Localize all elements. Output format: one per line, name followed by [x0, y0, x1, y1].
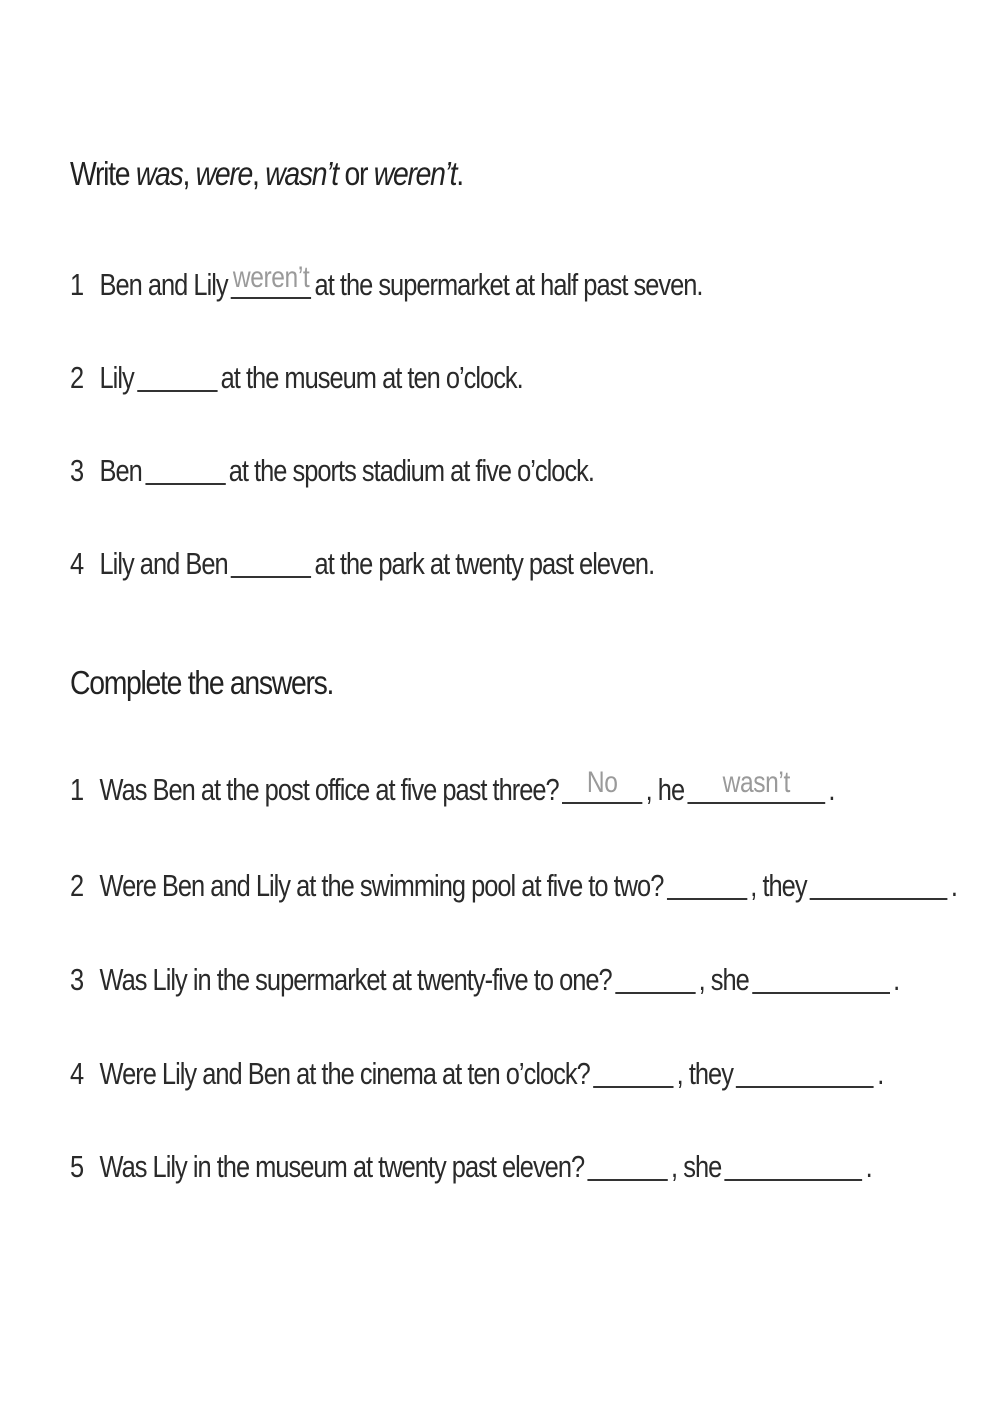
exercise1-item-2	[70, 356, 523, 396]
pronoun-text: , they	[676, 1056, 733, 1091]
answer-blank[interactable]	[231, 546, 311, 578]
pronoun-text: , she	[698, 962, 749, 997]
answer-blank[interactable]	[137, 360, 217, 392]
item-text-after: at the museum at ten o’clock.	[220, 360, 523, 395]
question-text: Was Lily in the museum at twenty past eleven?	[99, 1149, 585, 1184]
answer-text: weren’t	[232, 261, 310, 294]
answer-blank-yes-no[interactable]	[615, 962, 695, 994]
item-number: 2	[70, 868, 84, 903]
sentence-end: .	[828, 772, 835, 807]
item-number: 1	[70, 772, 84, 807]
heading-sep: ,	[182, 155, 196, 192]
question-text: Was Ben at the post office at five past three?	[99, 772, 559, 807]
item-number: 1	[70, 267, 84, 302]
heading-were: were	[195, 155, 252, 192]
sentence-end: .	[893, 962, 900, 997]
item-number: 4	[70, 1056, 84, 1091]
item-text-before: Lily	[99, 360, 134, 395]
heading-wasnt: wasn’t	[265, 155, 338, 192]
answer-blank-verb[interactable]	[687, 766, 825, 804]
question-text: Was Lily in the supermarket at twenty-five to one?	[99, 962, 612, 997]
pronoun-text: , she	[671, 1149, 722, 1184]
sentence-end: .	[877, 1056, 884, 1091]
item-text-after: at the sports stadium at five o’clock.	[228, 453, 594, 488]
item-text-before: Ben and Lily	[99, 267, 228, 302]
pronoun-text: , they	[750, 868, 807, 903]
question-text: Were Ben and Lily at the swimming pool at five to two?	[99, 868, 664, 903]
exercise1-item-4	[70, 542, 654, 582]
answer-text: No	[586, 766, 618, 799]
answer-blank-verb[interactable]	[752, 962, 890, 994]
pronoun-text: , he	[645, 772, 685, 807]
heading-or: or	[337, 155, 374, 192]
answer-blank[interactable]	[145, 453, 225, 485]
item-text-before: Lily and Ben	[99, 546, 228, 581]
item-text-after: at the park at twenty past eleven.	[314, 546, 655, 581]
item-number: 2	[70, 360, 84, 395]
exercise2-item-3	[70, 958, 899, 998]
answer-blank-yes-no[interactable]	[593, 1056, 673, 1088]
section1-heading	[70, 155, 463, 193]
exercise2-item-2	[70, 864, 957, 904]
answer-text: wasn’t	[722, 766, 790, 799]
heading-was: was	[135, 155, 183, 192]
item-number: 5	[70, 1149, 84, 1184]
answer-blank-yes-no[interactable]	[667, 868, 747, 900]
answer-blank-verb[interactable]	[725, 1149, 863, 1181]
section2-heading: Complete the answers.	[70, 664, 334, 701]
answer-blank-verb[interactable]	[810, 868, 948, 900]
heading-werent: weren’t	[373, 155, 457, 192]
sentence-end: .	[950, 868, 957, 903]
item-number: 3	[70, 962, 84, 997]
answer-blank-verb[interactable]	[736, 1056, 874, 1088]
exercise2-item-4	[70, 1052, 883, 1092]
sentence-end: .	[865, 1149, 872, 1184]
heading-text: Write	[70, 155, 136, 192]
exercise2-item-1	[70, 768, 835, 808]
exercise2-item-5	[70, 1145, 872, 1185]
answer-blank-yes-no[interactable]	[562, 766, 642, 804]
question-text: Were Lily and Ben at the cinema at ten o’clock?	[99, 1056, 590, 1091]
heading-sep: ,	[251, 155, 266, 192]
heading-end: .	[456, 155, 463, 192]
item-text-after: at the supermarket at half past seven.	[314, 267, 703, 302]
exercise1-item-1	[70, 263, 702, 303]
exercise1-item-3	[70, 449, 594, 489]
answer-blank[interactable]	[231, 261, 311, 299]
item-text-before: Ben	[99, 453, 142, 488]
item-number: 4	[70, 546, 84, 581]
item-number: 3	[70, 453, 84, 488]
answer-blank-yes-no[interactable]	[587, 1149, 667, 1181]
